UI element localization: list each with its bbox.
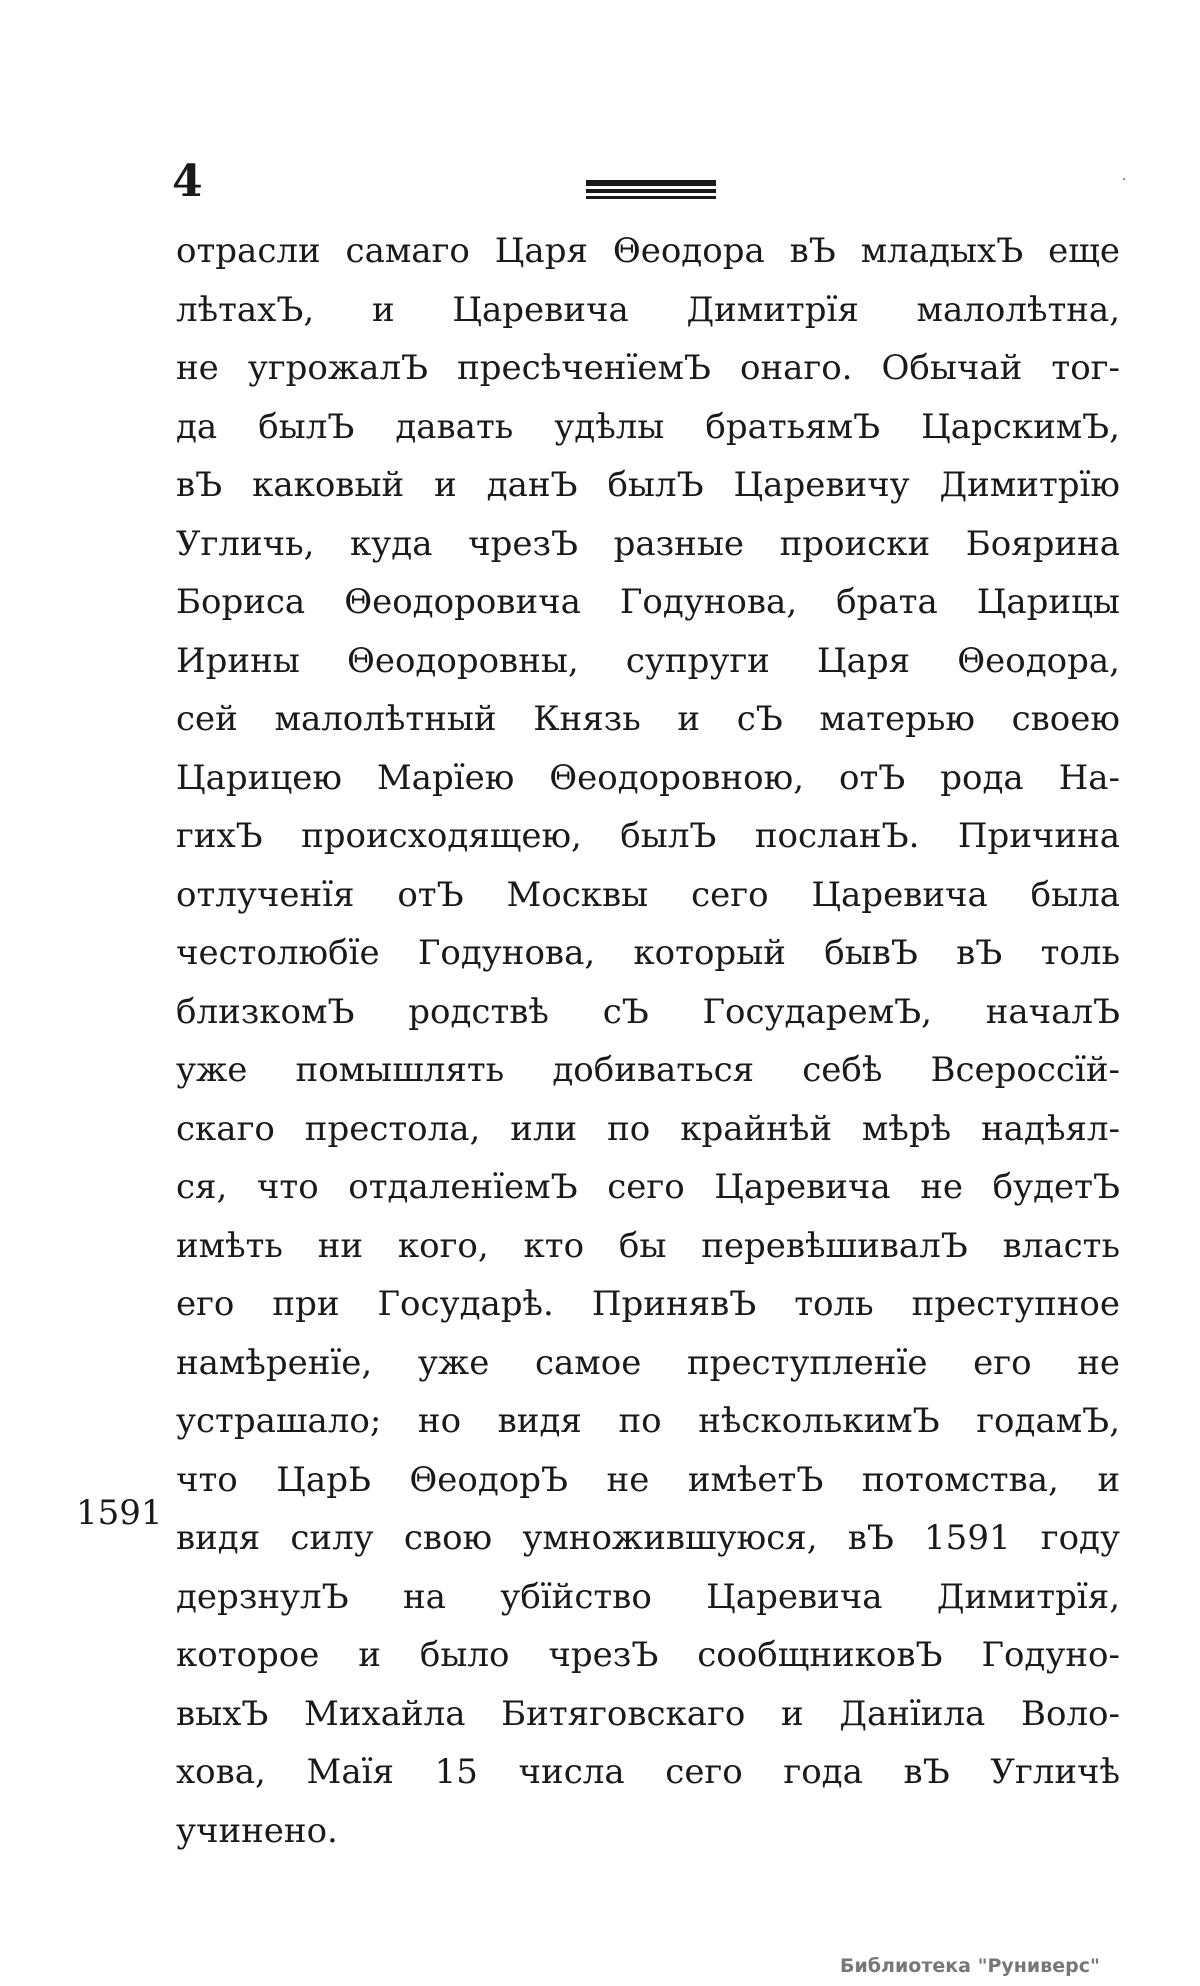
text-line: отрасли самаго Царя Θеодора вЪ младыхЪ еще [176, 231, 1120, 271]
text-line: уже помышлять добиваться себѣ Всероссїй- [176, 1050, 1120, 1090]
text-line: честолюбїе Годунова, который бывЪ вЪ толь [176, 933, 1120, 973]
text-line: Угличь, куда чрезЪ разные происки Боярина [176, 523, 1120, 564]
text-line: его при Государѣ. ПринявЪ толь преступное [176, 1284, 1120, 1324]
body-text [176, 222, 1120, 1860]
text-line: дерзнулЪ на убїйство Царевича Димитрїя, [176, 1576, 1120, 1617]
text-line: гихЪ происходящею, былЪ посланЪ. Причина [176, 816, 1120, 856]
text-line: да былЪ давать удѣлы братьямЪ ЦарскимЪ, [176, 406, 1120, 447]
text-line: учинено. [176, 1810, 338, 1851]
text-line: видя силу свою умножившуюся, вЪ 1591 году [176, 1518, 1120, 1558]
text-line: Царицею Марїею Θеодоровною, отЪ рода На- [176, 757, 1120, 798]
text-line: Ирины Θеодоровны, супруги Царя Θеодора, [176, 640, 1120, 681]
text-line: вЪ каковый и данЪ былЪ Царевичу Димитрїю [176, 465, 1120, 505]
text-line: сей малолѣтный Князь и сЪ матерью своею [176, 699, 1120, 739]
text-line: скаго престола, или по крайнѣй мѣрѣ надѣял- [176, 1108, 1120, 1149]
header-rule-bar [586, 189, 716, 193]
text-line: не угрожалЪ пресѣченїемЪ онаго. Обычай тог- [176, 348, 1120, 388]
header-rule-bar [586, 196, 716, 199]
text-line: выхЪ Михайла Битяговскаго и Данїила Воло- [176, 1693, 1120, 1734]
text-line: намѣренїе, уже самое преступленїе его не [176, 1342, 1120, 1383]
text-line: что ЦарЬ ΘеодорЪ не имѣетЪ потомства, и [176, 1459, 1120, 1500]
page-number: 4 [172, 156, 203, 207]
text-line: имѣть ни кого, кто бы перевѣшивалЪ власть [176, 1225, 1120, 1266]
text-line: Бориса Θеодоровича Годунова, брата Царицы [176, 582, 1120, 622]
text-line: ся, что отдаленїемЪ сего Царевича не будетЪ [176, 1167, 1120, 1207]
header-rule-bar [586, 180, 716, 186]
library-credit: Библиотека "Руниверс" [840, 1955, 1100, 1977]
text-line: отлученїя отЪ Москвы сего Царевича была [176, 874, 1120, 915]
text-line: устрашало; но видя по нѣсколькимЪ годамЪ, [176, 1401, 1120, 1441]
header-rule-ornament [586, 180, 716, 202]
text-line: которое и было чрезЪ сообщниковЪ Годуно- [176, 1635, 1120, 1675]
text-line: близкомЪ родствѣ сЪ ГосударемЪ, началЪ [176, 991, 1120, 1032]
text-line: хова, Маїя 15 числа сего года вЪ Угличѣ [176, 1752, 1120, 1792]
text-line: лѣтахЪ, и Царевича Димитрїя малолѣтна, [176, 289, 1120, 330]
margin-year-note: 1591 [76, 1493, 163, 1533]
scan-speck: · [1122, 172, 1127, 188]
